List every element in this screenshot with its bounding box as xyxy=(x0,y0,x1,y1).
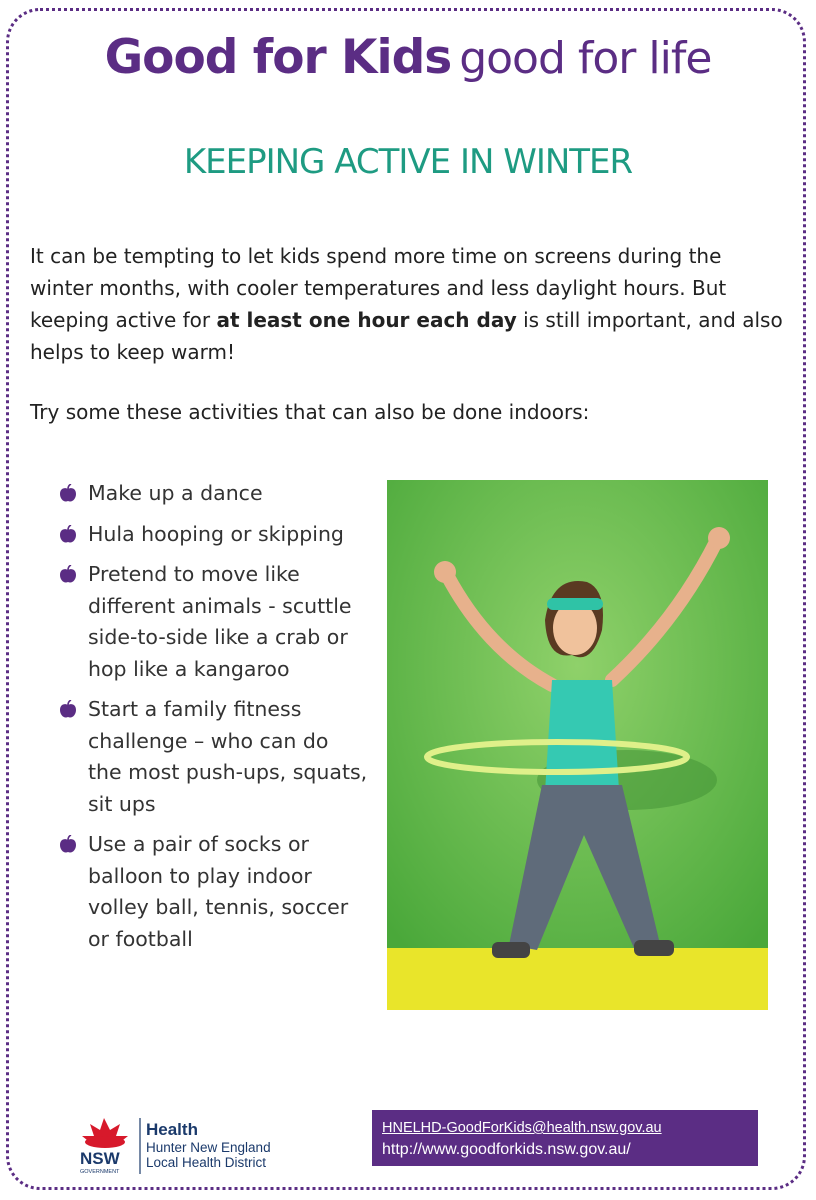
activity-text: Pretend to move like different animals - scuttle side-to-side like a crab or hop like a kangaroo xyxy=(88,562,352,681)
intro-paragraph xyxy=(30,240,790,368)
activity-text: Start a family fitness challenge – who can do the most push-ups, squats, sit ups xyxy=(88,697,368,816)
email-link[interactable]: HNELHD-GoodForKids@health.nsw.gov.au xyxy=(382,1120,662,1136)
girl-hula-hoop-photo xyxy=(387,480,768,1010)
website-link[interactable]: http://www.goodforkids.nsw.gov.au/ xyxy=(382,1141,631,1158)
intro-text-1: It can be tempting to let kids spend more time on screens during the winter months, with cooler temperatures and less daylight hours. But keeping active for xyxy=(30,244,727,332)
page-title: KEEPING ACTIVE IN WINTER xyxy=(183,142,633,182)
list-item xyxy=(58,559,368,685)
health-district-text xyxy=(146,1120,271,1170)
health-line-2: Local Health District xyxy=(146,1155,267,1170)
brand-header xyxy=(0,30,816,85)
list-item xyxy=(58,694,368,820)
health-title: Health xyxy=(146,1120,198,1139)
gov-label: GOVERNMENT xyxy=(80,1169,120,1175)
brand-light-text: good for life xyxy=(459,33,712,84)
apple-icon xyxy=(58,700,78,720)
health-line-1: Hunter New England xyxy=(146,1140,271,1155)
waratah-flower-icon xyxy=(82,1118,128,1148)
activity-text: Make up a dance xyxy=(88,481,263,505)
nsw-label: NSW xyxy=(80,1149,120,1168)
list-item xyxy=(58,519,368,551)
activities-intro: Try some these activities that can also be done indoors: xyxy=(30,400,590,424)
intro-bold-text: at least one hour each day xyxy=(216,308,517,332)
apple-icon xyxy=(58,835,78,855)
list-item xyxy=(58,478,368,510)
activity-list xyxy=(58,478,368,964)
brand-bold-text: Good for Kids xyxy=(104,30,452,85)
apple-icon xyxy=(58,565,78,585)
apple-icon xyxy=(58,525,78,545)
contact-box xyxy=(372,1110,758,1166)
list-item xyxy=(58,829,368,955)
activity-text: Hula hooping or skipping xyxy=(88,521,344,546)
intro-text-2: is still important, and also helps to keep warm! xyxy=(30,308,783,364)
activity-text: Use a pair of socks or balloon to play indoor volley ball, tennis, soccer or football xyxy=(88,832,349,951)
apple-icon xyxy=(58,484,78,504)
